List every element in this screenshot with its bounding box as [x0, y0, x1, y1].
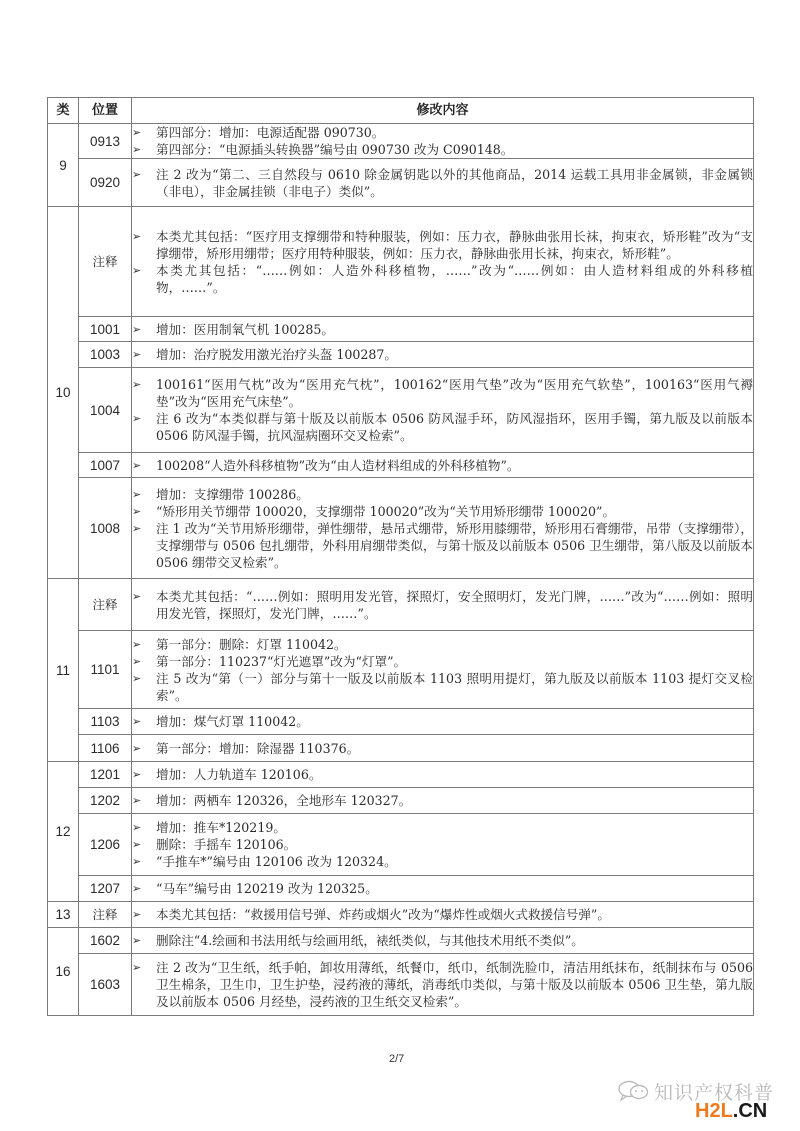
arrow-bullet-icon: ➢: [132, 322, 142, 336]
position-cell: 1004: [79, 368, 132, 453]
position-cell: 注释: [79, 207, 132, 317]
list-item: [132, 713, 753, 730]
content-cell: [132, 579, 754, 631]
table-row: [48, 814, 754, 876]
revision-text: 增加：支撑绷带 100286。: [156, 486, 309, 502]
list-item: [132, 906, 753, 923]
revision-text: 注 1 改为“关节用矫形绷带，弹性绷带，悬吊式绷带，矫形用膝绷带，矫形用石膏绷带，吊带（支撑绷带），支撑绷带与 0506 包扎绷带，外科用肩绷带类似，与第十版及以前版本 0506 卫生绷带，第八版及以前版本 0506 绷带交叉检索”。: [156, 520, 753, 570]
list-item: [132, 321, 753, 338]
class-number-cell: 16: [48, 928, 79, 1016]
revision-text: 第一部分：删除：灯罩 110042。: [156, 636, 347, 652]
position-cell: 1007: [79, 453, 132, 478]
position-cell: 1602: [79, 928, 132, 954]
content-cell: [132, 709, 754, 735]
list-item: [132, 262, 753, 296]
revision-text: 本类尤其包括：“医疗用支撑绷带和特种服装，例如：压力衣，静脉曲张用长袜，拘束衣，矫形鞋”改为“支撑绷带，矫形用绷带；医疗用特种服装，例如：压力衣，静脉曲张用长袜，拘束衣，矫形鞋”。: [156, 228, 753, 261]
revision-text: 第四部分：“电源插头转换器”编号由 090730 改为 C090148。: [156, 142, 514, 157]
table-row: [48, 207, 754, 317]
list-item: [132, 792, 753, 809]
list-item: [132, 670, 753, 704]
list-item: [132, 410, 753, 444]
position-cell: 0913: [79, 124, 132, 159]
list-item: [132, 486, 753, 503]
revision-text: “马车”编号由 120219 改为 120325。: [156, 881, 378, 896]
revision-text: 100208“人造外科移植物”改为“由人造材料组成的外科移植物”。: [156, 457, 520, 473]
content-cell: [132, 124, 754, 159]
revision-text: 第一部分：增加：除湿器 110376。: [156, 740, 360, 756]
position-cell: 1008: [79, 478, 132, 579]
table-row: [48, 954, 754, 1016]
list-item: [132, 376, 753, 410]
table-row: [48, 902, 754, 928]
wechat-icon: [618, 1080, 650, 1102]
arrow-bullet-icon: ➢: [132, 126, 142, 139]
revision-text: 注 6 改为“本类似群与第十版及以前版本 0506 防风湿手环，防风湿指环，医用手镯，第九版及以前版本 0506 防风湿手镯，抗风湿病圈环交叉检索”。: [156, 411, 753, 443]
class-number-cell: 12: [48, 762, 79, 902]
watermark: [618, 1078, 798, 1128]
position-cell: 注释: [79, 902, 132, 928]
arrow-bullet-icon: ➢: [132, 521, 142, 535]
class-number-cell: 13: [48, 902, 79, 928]
position-cell: 1201: [79, 762, 132, 788]
content-cell: [132, 814, 754, 876]
content-cell: [132, 478, 754, 579]
brand-h2l: H2L: [695, 1100, 733, 1122]
class-number-cell: 11: [48, 579, 79, 762]
content-cell: [132, 159, 754, 207]
revision-text: 100161“医用气枕”改为“医用充气枕”，100162“医用气垫”改为“医用充气软垫”，100163“医用气褥垫”改为“医用充气床垫”。: [156, 377, 753, 409]
revision-text: 增加：煤气灯罩 110042。: [156, 714, 309, 729]
list-item: [132, 740, 753, 757]
revision-text: 本类尤其包括：“……例如：人造外科移植物，……”改为“……例如：由人造材料组成的外科移植物，……”。: [156, 262, 753, 295]
list-item: [132, 766, 753, 783]
arrow-bullet-icon: ➢: [132, 487, 142, 501]
content-cell: [132, 207, 754, 317]
table-row: [48, 788, 754, 814]
content-cell: [132, 788, 754, 814]
page-number: 2/7: [389, 1053, 405, 1065]
content-cell: [132, 317, 754, 342]
list-item: [132, 588, 753, 622]
list-item: [132, 836, 753, 853]
list-item: [132, 228, 753, 262]
content-cell: [132, 902, 754, 928]
list-item: [132, 653, 753, 670]
arrow-bullet-icon: ➢: [132, 504, 142, 518]
arrow-bullet-icon: ➢: [132, 768, 142, 781]
header-position: 位置: [79, 98, 132, 124]
arrow-bullet-icon: ➢: [132, 167, 142, 181]
list-item: [132, 141, 753, 158]
list-item: [132, 880, 753, 897]
arrow-bullet-icon: ➢: [132, 934, 142, 947]
table-row: [48, 478, 754, 579]
position-cell: 1202: [79, 788, 132, 814]
list-item: [132, 959, 753, 1010]
header-class: 类: [48, 98, 79, 124]
revision-text: 增加：推车*120219。: [156, 820, 286, 835]
position-cell: 1103: [79, 709, 132, 735]
position-cell: 0920: [79, 159, 132, 207]
list-item: [132, 503, 753, 520]
list-item: [132, 457, 753, 474]
content-cell: [132, 453, 754, 478]
arrow-bullet-icon: ➢: [132, 589, 142, 603]
watermark-brand: [695, 1100, 767, 1123]
content-cell: [132, 368, 754, 453]
revision-text: 删除注“4.绘画和书法用纸与绘画用纸，裱纸类似，与其他技术用纸不类似”。: [156, 933, 584, 948]
revision-text: 注 2 改为“卫生纸，纸手帕，卸妆用薄纸，纸餐巾，纸巾，纸制洗脸巾，清洁用纸抹布，纸制抹布与 0506 卫生棉条，卫生巾，卫生护垫，浸药液的薄纸，消毒纸巾类似，与第十版及以前版本 0506 卫生垫，第九版及以前版本 0506 月经垫，浸药液的卫生纸交叉检索”。: [156, 960, 753, 1009]
table-row: [48, 735, 754, 762]
table-row: [48, 159, 754, 207]
revision-text: 第一部分：110237“灯光遮罩”改为“灯罩”。: [156, 653, 407, 669]
arrow-bullet-icon: ➢: [132, 458, 142, 472]
position-cell: 1003: [79, 342, 132, 368]
content-cell: [132, 735, 754, 762]
position-cell: 注释: [79, 579, 132, 631]
class-number-cell: 9: [48, 124, 79, 207]
arrow-bullet-icon: ➢: [132, 229, 142, 243]
table-row: [48, 368, 754, 453]
arrow-bullet-icon: ➢: [132, 882, 142, 895]
arrow-bullet-icon: ➢: [132, 637, 142, 651]
list-item: [132, 636, 753, 653]
table-row: [48, 928, 754, 954]
content-cell: [132, 342, 754, 368]
position-cell: 1106: [79, 735, 132, 762]
list-item: [132, 932, 753, 949]
revision-text: 第四部分：增加：电源适配器 090730。: [156, 125, 385, 140]
content-cell: [132, 762, 754, 788]
revision-text: 本类尤其包括：“救援用信号弹、炸药或烟火”改为“爆炸性或烟火式救援信号弹”。: [156, 907, 610, 922]
position-cell: 1101: [79, 631, 132, 709]
revision-text: 本类尤其包括：“……例如：照明用发光管，探照灯，安全照明灯，发光门牌，……”改为“……例如：照明用发光管，探照灯，发光门牌，……”。: [156, 588, 753, 621]
arrow-bullet-icon: ➢: [132, 654, 142, 668]
revision-text: 删除：手摇车 120106。: [156, 837, 297, 852]
arrow-bullet-icon: ➢: [132, 838, 142, 851]
arrow-bullet-icon: ➢: [132, 143, 142, 156]
content-cell: [132, 928, 754, 954]
table-row: [48, 342, 754, 368]
table-row: [48, 579, 754, 631]
revision-text: 增加：治疗脱发用激光治疗头盔 100287。: [156, 347, 397, 362]
table-row: [48, 317, 754, 342]
arrow-bullet-icon: ➢: [132, 348, 142, 361]
revision-text: “矫形用关节绷带 100020，支撑绷带 100020”改为“关节用矫形绷带 100020”。: [156, 503, 616, 519]
arrow-bullet-icon: ➢: [132, 794, 142, 807]
list-item: [132, 819, 753, 836]
watermark-account-name: 知识产权科普: [654, 1082, 775, 1104]
list-item: [132, 853, 753, 870]
table-row: [48, 124, 754, 159]
arrow-bullet-icon: ➢: [132, 961, 142, 974]
position-cell: 1603: [79, 954, 132, 1016]
content-cell: [132, 876, 754, 902]
revision-text: 增加：人力轨道车 120106。: [156, 767, 322, 782]
table-row: [48, 709, 754, 735]
revision-text: “手推车*”编号由 120106 改为 120324。: [156, 854, 397, 869]
revision-text: 增加：医用制氧气机 100285。: [156, 321, 335, 337]
revision-table: [47, 97, 754, 1016]
content-cell: [132, 631, 754, 709]
revision-text: 增加：两栖车 120326，全地形车 120327。: [156, 793, 412, 808]
revision-text: 注 2 改为“第二、三自然段与 0610 除金属钥匙以外的其他商品，2014 运载工具用非金属锁，非金属锁（非电），非金属挂锁（非电子）类似”。: [156, 166, 753, 199]
table-row: [48, 453, 754, 478]
arrow-bullet-icon: ➢: [132, 908, 142, 921]
arrow-bullet-icon: ➢: [132, 715, 142, 728]
position-cell: 1206: [79, 814, 132, 876]
list-item: [132, 166, 753, 200]
position-cell: 1001: [79, 317, 132, 342]
class-number-cell: 10: [48, 207, 79, 579]
arrow-bullet-icon: ➢: [132, 671, 142, 685]
table-row: [48, 876, 754, 902]
arrow-bullet-icon: ➢: [132, 855, 142, 868]
table-body: [48, 124, 754, 1016]
arrow-bullet-icon: ➢: [132, 741, 142, 755]
list-item: [132, 520, 753, 571]
header-content: 修改内容: [132, 98, 754, 124]
arrow-bullet-icon: ➢: [132, 378, 142, 391]
revision-text: 注 5 改为“第（一）部分与第十一版及以前版本 1103 照明用提灯，第九版及以前版本 1103 提灯交叉检索”。: [156, 670, 753, 703]
table-row: [48, 762, 754, 788]
arrow-bullet-icon: ➢: [132, 263, 142, 277]
brand-cn: .CN: [732, 1100, 768, 1122]
arrow-bullet-icon: ➢: [132, 412, 142, 425]
content-cell: [132, 954, 754, 1016]
position-cell: 1207: [79, 876, 132, 902]
table-header-row: [48, 98, 754, 124]
list-item: [132, 346, 753, 363]
list-item: [132, 124, 753, 141]
arrow-bullet-icon: ➢: [132, 821, 142, 834]
table-row: [48, 631, 754, 709]
